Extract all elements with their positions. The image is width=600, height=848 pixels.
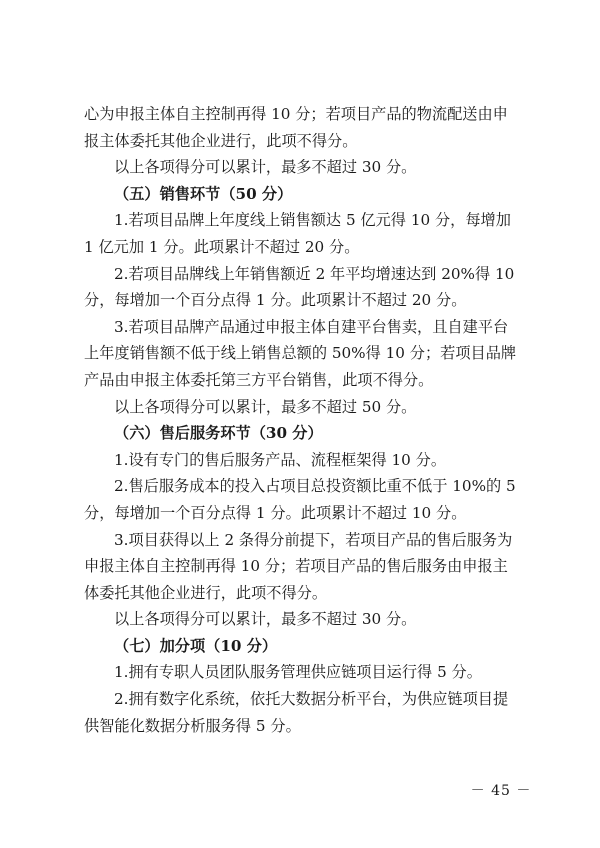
paragraph-line: 1 亿元加 1 分。此项累计不超过 20 分。 bbox=[84, 237, 360, 256]
paragraph-line: 2.拥有数字化系统，依托大数据分析平台，为供应链项目提 bbox=[114, 690, 509, 709]
section-heading: （六）售后服务环节（30 分） bbox=[114, 424, 323, 443]
paragraph-line: 心为申报主体自主控制再得 10 分；若项目产品的物流配送由申 bbox=[84, 105, 508, 123]
paragraph-line: 2.若项目品牌线上年销售额近 2 年平均增速达到 20%得 10 bbox=[114, 264, 515, 283]
paragraph-line: 1.若项目品牌上年度线上销售额达 5 亿元得 10 分，每增加 bbox=[114, 211, 511, 230]
paragraph-line: 分，每增加一个百分点得 1 分。此项累计不超过 10 分。 bbox=[84, 503, 467, 522]
paragraph-line: 1.设有专门的售后服务产品、流程框架得 10 分。 bbox=[114, 450, 447, 469]
paragraph-line: 1.拥有专职人员团队服务管理供应链项目运行得 5 分。 bbox=[114, 663, 482, 682]
section-heading: （五）销售环节（50 分） bbox=[114, 184, 293, 203]
paragraph-line: 2.售后服务成本的投入占项目总投资额比重不低于 10%的 5 bbox=[114, 477, 516, 496]
paragraph-line: 报主体委托其他企业进行，此项不得分。 bbox=[84, 131, 358, 150]
paragraph-line: 产品由申报主体委托第三方平台销售，此项不得分。 bbox=[84, 370, 434, 389]
paragraph-line: 3.项目获得以上 2 条得分前提下，若项目产品的售后服务为 bbox=[114, 530, 513, 549]
body-text bbox=[84, 101, 524, 739]
paragraph-line: 供智能化数据分析服务得 5 分。 bbox=[84, 716, 301, 735]
paragraph-line: 体委托其他企业进行，此项不得分。 bbox=[84, 583, 327, 602]
paragraph-line: 以上各项得分可以累计，最多不超过 30 分。 bbox=[114, 158, 417, 177]
paragraph-line: 3.若项目品牌产品通过申报主体自建平台售卖，且自建平台 bbox=[114, 317, 509, 336]
paragraph-line: 上年度销售额不低于线上销售总额的 50%得 10 分；若项目品牌 bbox=[84, 344, 517, 363]
paragraph-line: 分，每增加一个百分点得 1 分。此项累计不超过 20 分。 bbox=[84, 291, 467, 310]
section-heading: （七）加分项（10 分） bbox=[114, 636, 278, 655]
paragraph-line: 以上各项得分可以累计，最多不超过 30 分。 bbox=[114, 610, 417, 629]
paragraph-line: 以上各项得分可以累计，最多不超过 50 分。 bbox=[114, 397, 417, 416]
page-number: － 45 － bbox=[470, 783, 532, 799]
paragraph-line: 申报主体自主控制再得 10 分；若项目产品的售后服务由申报主 bbox=[84, 557, 508, 576]
